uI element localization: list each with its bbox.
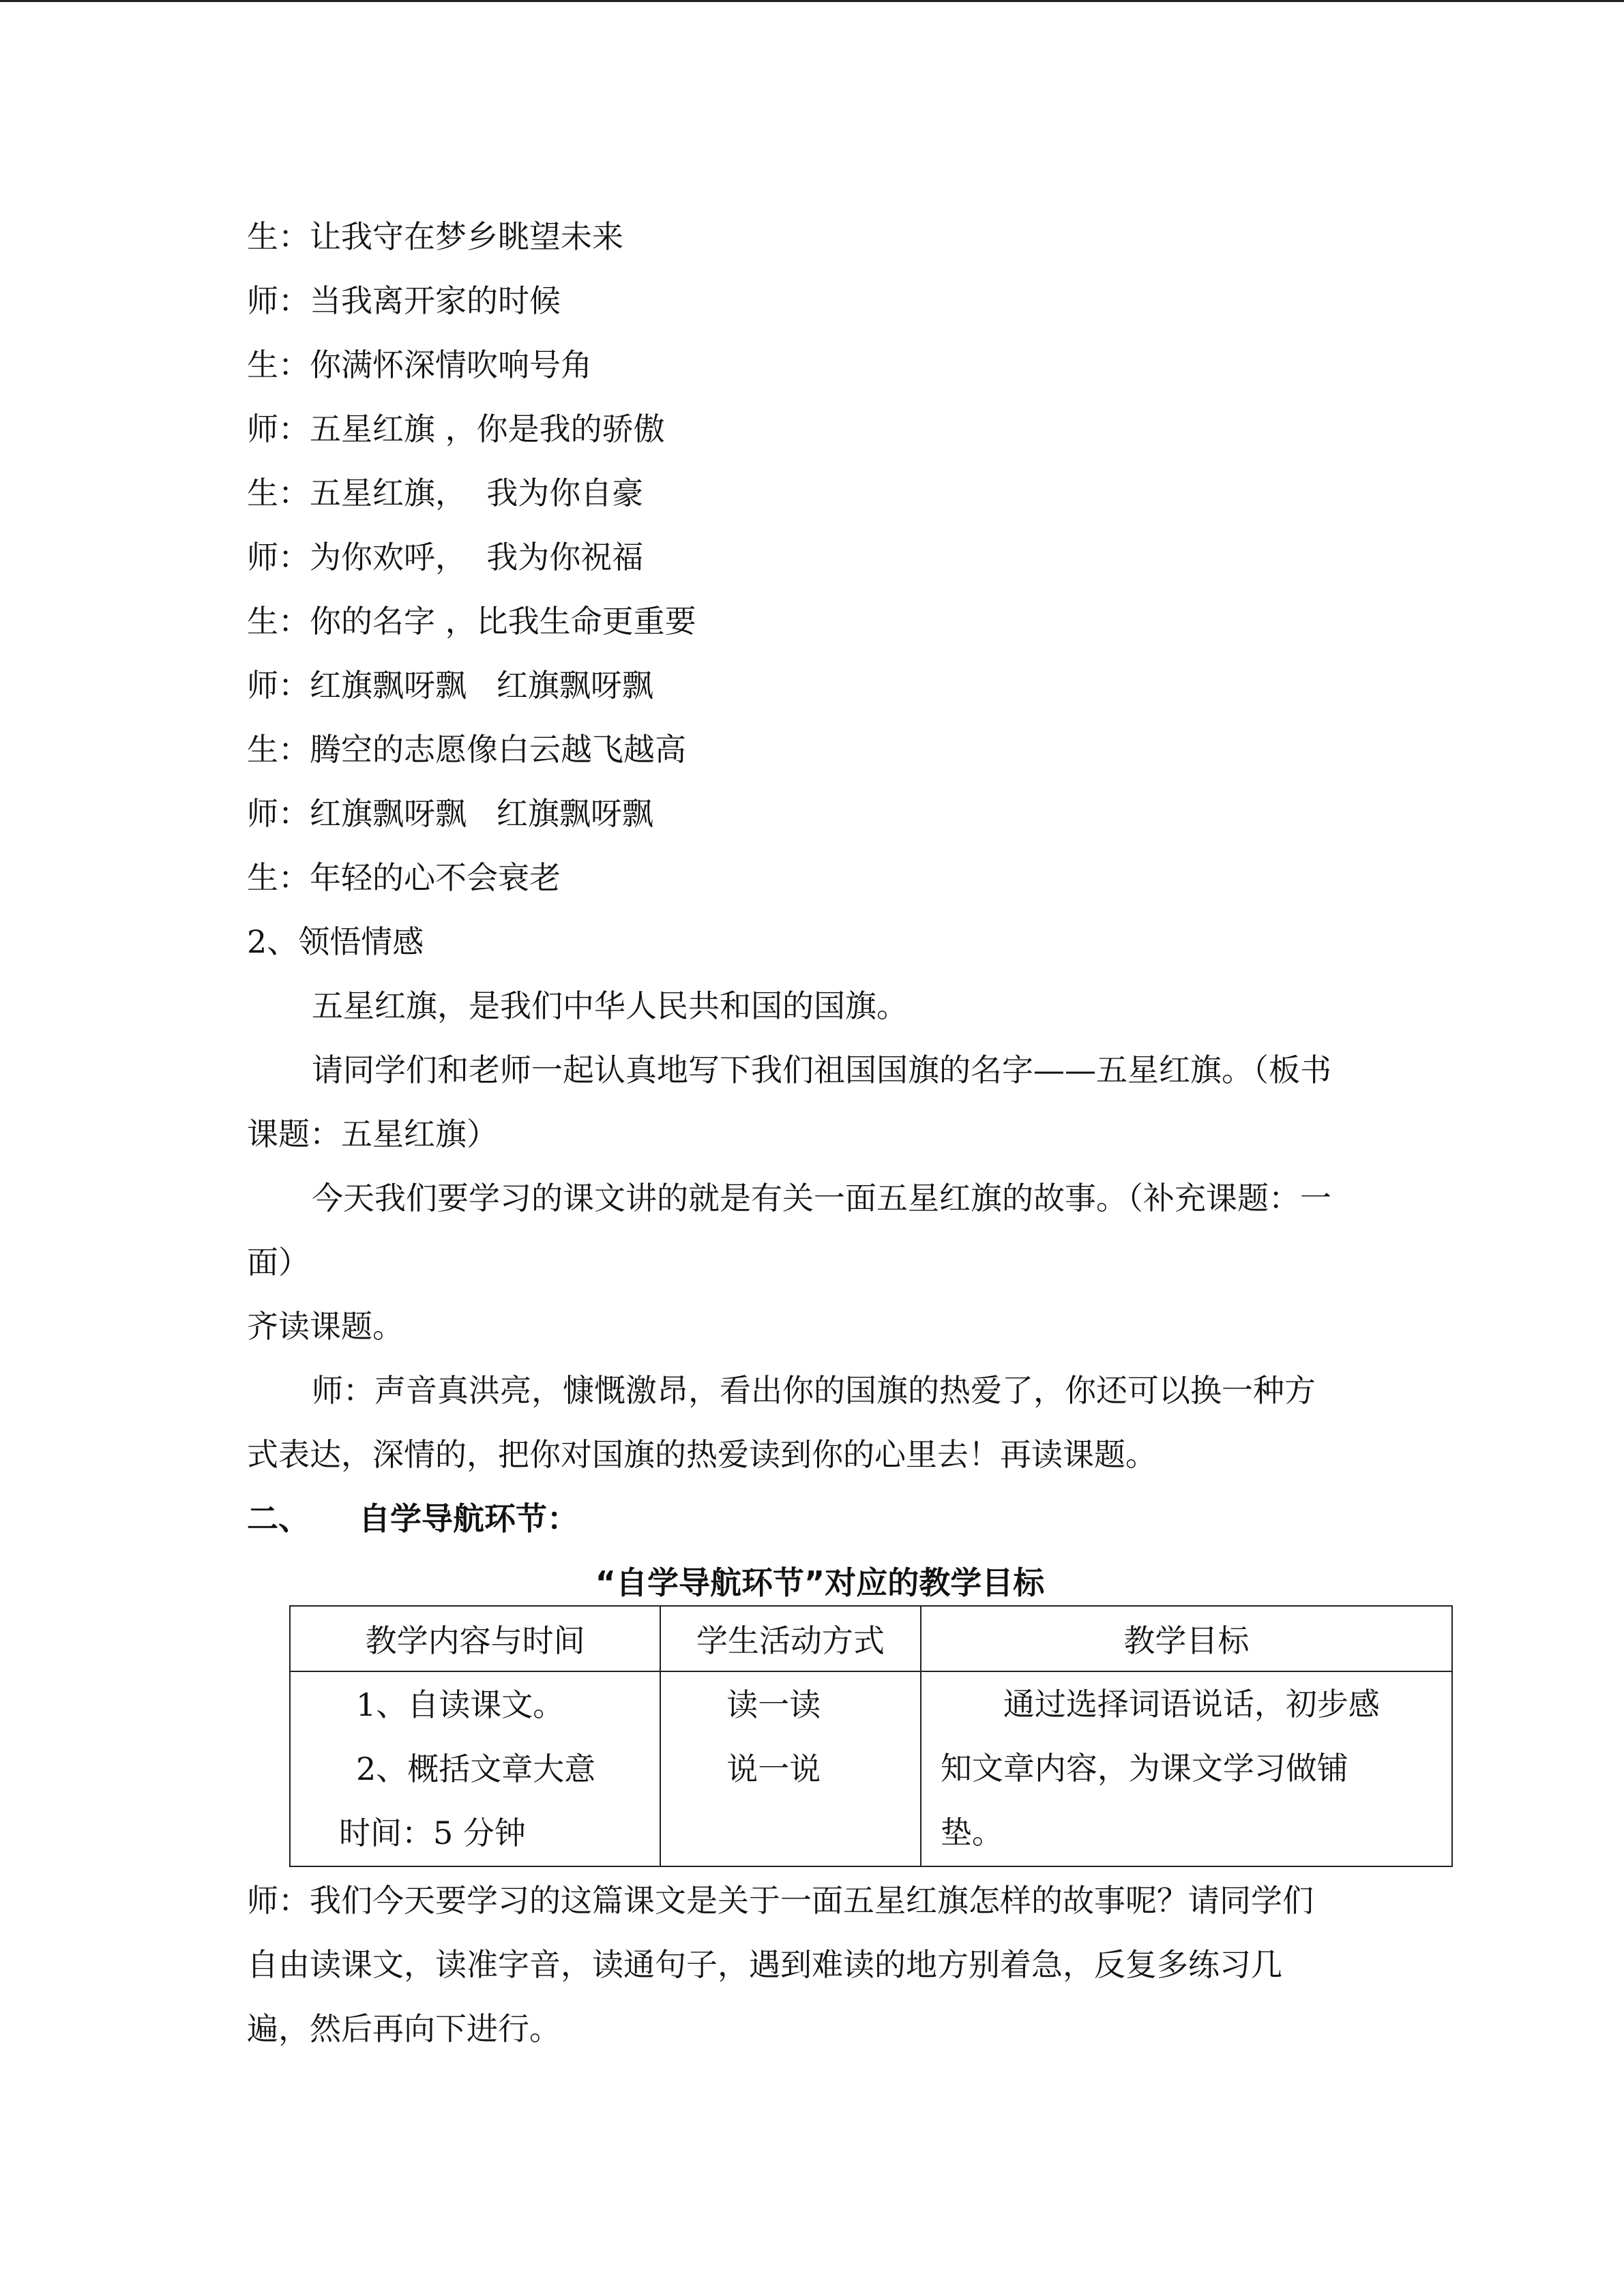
section-two-number: 二、: [247, 1500, 310, 1537]
read-title-instruction: 齐读课题。: [247, 1308, 404, 1345]
objectives-table: [289, 1605, 1453, 1867]
paragraph-write-cont: 课题：五星红旗）: [247, 1116, 498, 1152]
content-item: 1、自读课文。: [356, 1686, 565, 1723]
table-cell-content: [290, 1671, 660, 1866]
table-title: “自学导航环节”对应的教学目标: [595, 1564, 1045, 1601]
paragraph-story: 今天我们要学习的课文讲的就是有关一面五星红旗的故事。（补充课题：一: [312, 1180, 1331, 1217]
dialogue-line: 生：让我守在梦乡眺望未来: [247, 218, 623, 255]
closing-line: 自由读课文，读准字音，读通句子，遇到难读的地方别着急，反复多练习几: [247, 1946, 1282, 1983]
paragraph-story-cont: 面）: [247, 1244, 310, 1281]
section-two-title: 自学导航环节：: [359, 1500, 578, 1537]
paragraph-praise-cont: 式表达，深情的，把你对国旗的热爱读到你的心里去！再读课题。: [247, 1436, 1157, 1473]
goal-line: 通过选择词语说话，初步感: [1003, 1686, 1380, 1723]
page-top-border: [0, 0, 1624, 2]
closing-line: 师：我们今天要学习的这篇课文是关于一面五星红旗怎样的故事呢？请同学们: [247, 1882, 1314, 1919]
dialogue-line: 生：五星红旗， 我为你自豪: [247, 475, 644, 511]
goal-line: 知文章内容，为课文学习做铺: [940, 1750, 1348, 1787]
content-time: 时间：5 分钟: [339, 1815, 526, 1851]
table-header-goal: 教学目标: [921, 1606, 1452, 1671]
closing-paragraph: [247, 1868, 1406, 2061]
goal-line: 垫。: [940, 1814, 1003, 1851]
activity-item: 说一说: [726, 1750, 821, 1787]
dialogue-line: 生：年轻的心不会衰老: [247, 859, 561, 896]
section-heading: 2、领悟情感: [247, 923, 424, 960]
paragraph-write: 请同学们和老师一起认真地写下我们祖国国旗的名字——五星红旗。（板书: [312, 1052, 1331, 1088]
dialogue-line: 生：你满怀深情吹响号角: [247, 346, 592, 383]
closing-line: 遍，然后再向下进行。: [247, 2010, 561, 2047]
dialogue-line: 生：腾空的志愿像白云越飞越高: [247, 731, 686, 768]
dialogue-line: 师：为你欢呼， 我为你祝福: [247, 539, 644, 576]
content-item: 2、概括文章大意: [356, 1750, 596, 1787]
dialogue-line: 师：红旗飘呀飘 红旗飘呀飘: [247, 667, 653, 704]
table-header-activity: 学生活动方式: [660, 1606, 921, 1671]
paragraph-flag: 五星红旗，是我们中华人民共和国的国旗。: [312, 987, 908, 1024]
paragraph-praise: 师：声音真洪亮，慷慨激昂，看出你的国旗的热爱了，你还可以换一种方: [312, 1372, 1316, 1409]
table-cell-activity: [660, 1671, 921, 1866]
dialogue-line: 师：五星红旗 ，你是我的骄傲: [247, 411, 665, 447]
document-body: [247, 205, 1406, 1615]
section-two-heading: [247, 1487, 1406, 1551]
dialogue-line: 师：红旗飘呀飘 红旗飘呀飘: [247, 795, 653, 832]
activity-item: 读一读: [726, 1686, 821, 1723]
dialogue-line: 生：你的名字 ，比我生命更重要: [247, 603, 696, 640]
table-cell-goal: [921, 1671, 1452, 1866]
table-row: [290, 1671, 1452, 1866]
table-header-row: [290, 1606, 1452, 1671]
dialogue-line: 师：当我离开家的时候: [247, 282, 561, 319]
table-header-content: 教学内容与时间: [290, 1606, 660, 1671]
